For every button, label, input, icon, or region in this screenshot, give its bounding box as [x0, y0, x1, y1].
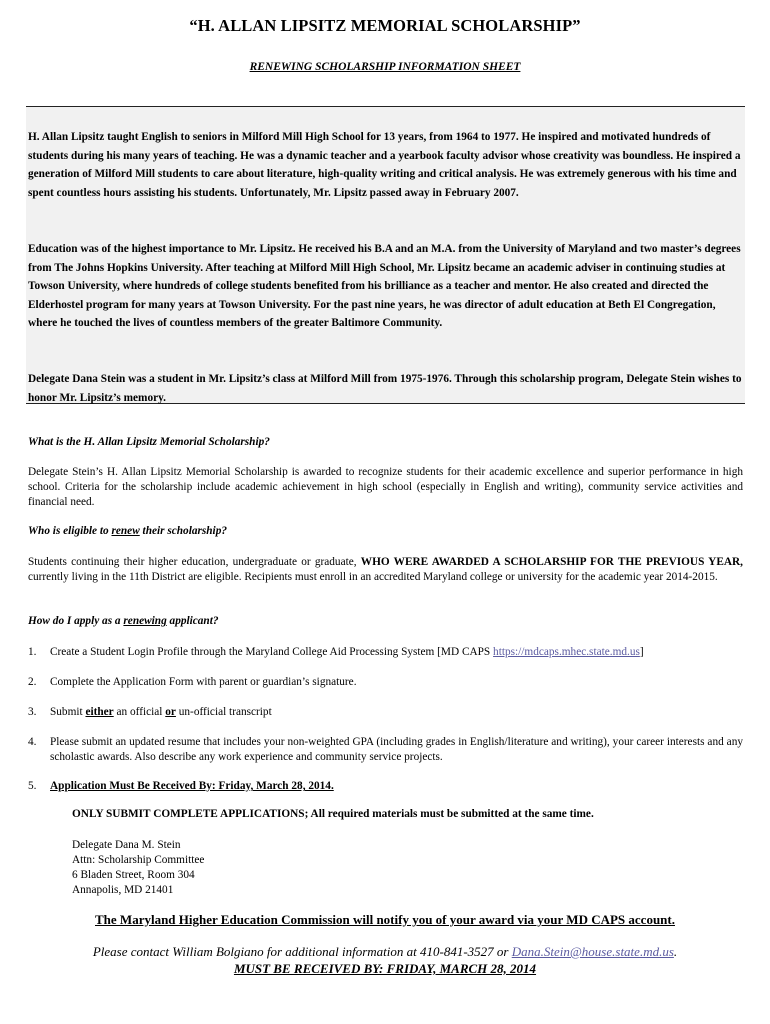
document-subtitle: RENEWING SCHOLARSHIP INFORMATION SHEET — [249, 61, 521, 73]
contact-period: . — [673, 944, 678, 959]
document-title: “H. ALLAN LIPSITZ MEMORIAL SCHOLARSHIP” — [189, 16, 581, 35]
step-3-mid: an official — [113, 706, 166, 718]
step-4-text: Please submit an updated resume that includes your non-weighted GPA (including grades in English/literature and writing), your career interests and any scholastic awards. Also describe any work experience and community service projects. — [50, 736, 743, 764]
email-link[interactable]: Dana.Stein@house.state.md.us — [511, 944, 674, 959]
answer-eligibility-emphasis: WHO WERE AWARDED A SCHOLARSHIP FOR THE PREVIOUS YEAR, — [360, 556, 743, 568]
question-how-apply — [28, 615, 743, 627]
step-5-deadline: Application Must Be Received By: Friday, March 28, 2014. — [50, 780, 334, 792]
complete-applications-notice: ONLY SUBMIT COMPLETE APPLICATIONS; All required materials must be submitted at the same time. — [72, 808, 594, 820]
question-what-is: What is the H. Allan Lipsitz Memorial Scholarship? — [28, 436, 270, 448]
step-3-either: either — [85, 706, 114, 718]
contact-line — [0, 944, 770, 960]
question-how-apply-text: How do I apply as a — [28, 615, 124, 627]
contact-text: Please contact William Bolgiano for additional information at 410-841-3527 or — [92, 944, 512, 959]
question-eligibility-tail: their scholarship? — [139, 525, 227, 537]
step-3-or: or — [165, 706, 176, 718]
question-how-apply-renewing: renewing — [123, 615, 167, 627]
step-5-number: 5. — [28, 780, 37, 792]
question-eligibility-text: Who is eligible to — [28, 525, 112, 537]
step-1-text — [50, 645, 743, 660]
question-how-apply-tail: applicant? — [166, 615, 219, 627]
step-2-number: 2. — [28, 676, 37, 688]
step-3-number: 3. — [28, 706, 37, 718]
final-deadline: MUST BE RECEIVED BY: FRIDAY, MARCH 28, 2014 — [233, 961, 537, 976]
bio-paragraph-2: Education was of the highest importance to Mr. Lipsitz. He received his B.A and an M.A. from the University of Maryland and two master’s degrees from The Johns Hopkins University. After teaching at Milford Mill High School, Mr. Lipsitz became an academic adviser in continuing studies at Towson University, where hundreds of college students benefited from his brilliance as a teacher and mentor. He also created and directed the Elderhostel program for many years at Towson University. For the past nine years, he was director of adult education at Beth El Congregation, where he touched the lives of countless members of the greater Baltimore Community. — [28, 243, 741, 330]
step-1-bracket: ] — [639, 646, 644, 658]
mailing-address — [72, 838, 372, 898]
address-line-1: Delegate Dana M. Stein — [72, 839, 181, 851]
address-line-4: Annapolis, MD 21401 — [72, 884, 174, 896]
step-1-number: 1. — [28, 646, 37, 658]
step-3-label: Submit — [50, 706, 86, 718]
mdcaps-link[interactable]: https://mdcaps.mhec.state.md.us — [493, 646, 640, 658]
biography-box — [26, 106, 745, 404]
bio-paragraph-1: H. Allan Lipsitz taught English to seniors in Milford Mill High School for 13 years, from 1964 to 1977. He inspired and motivated hundreds of students during his many years of teaching. He was a dynamic teacher and a yearbook faculty advisor whose creativity was boundless. He inspired a generation of Milford Mill students to care about literature, high-quality writing and critical analysis. He was extremely generous with his time and spent countless hours assisting his students. Unfortunately, Mr. Lipsitz passed away in February 2007. — [28, 131, 741, 199]
address-line-2: Attn: Scholarship Committee — [72, 854, 205, 866]
question-eligibility-renew: renew — [111, 525, 140, 537]
step-3-text — [50, 705, 743, 720]
answer-eligibility-tail: currently living in the 11th District are eligible. Recipients must enroll in an accredited Maryland college or university for the academic year 2014-2015. — [28, 571, 718, 584]
answer-what-is: Delegate Stein’s H. Allan Lipsitz Memorial Scholarship is awarded to recognize students for their academic excellence and superior performance in high school. Criteria for the scholarship include academic achievement in high school (especially in English and writing), community service activities and financial need. — [28, 466, 743, 509]
bio-paragraph-3: Delegate Dana Stein was a student in Mr. Lipsitz’s class at Milford Mill from 1975-1976. Through this scholarship program, Delegate Stein wishes to honor Mr. Lipsitz’s memory. — [28, 373, 742, 404]
step-4-number: 4. — [28, 736, 37, 748]
answer-eligibility — [28, 555, 743, 585]
question-eligibility — [28, 525, 743, 537]
step-1-label: Create a Student Login Profile through the Maryland College Aid Processing System [MD CAPS — [50, 646, 494, 658]
step-2-text: Complete the Application Form with parent or guardian’s signature. — [50, 676, 357, 688]
mhec-notification: The Maryland Higher Education Commission will notify you of your award via your MD CAPS account. — [95, 912, 675, 927]
step-3-tail: un-official transcript — [175, 706, 272, 718]
address-line-3: 6 Bladen Street, Room 304 — [72, 869, 195, 881]
answer-eligibility-text: Students continuing their higher education, undergraduate or graduate, — [28, 556, 361, 568]
